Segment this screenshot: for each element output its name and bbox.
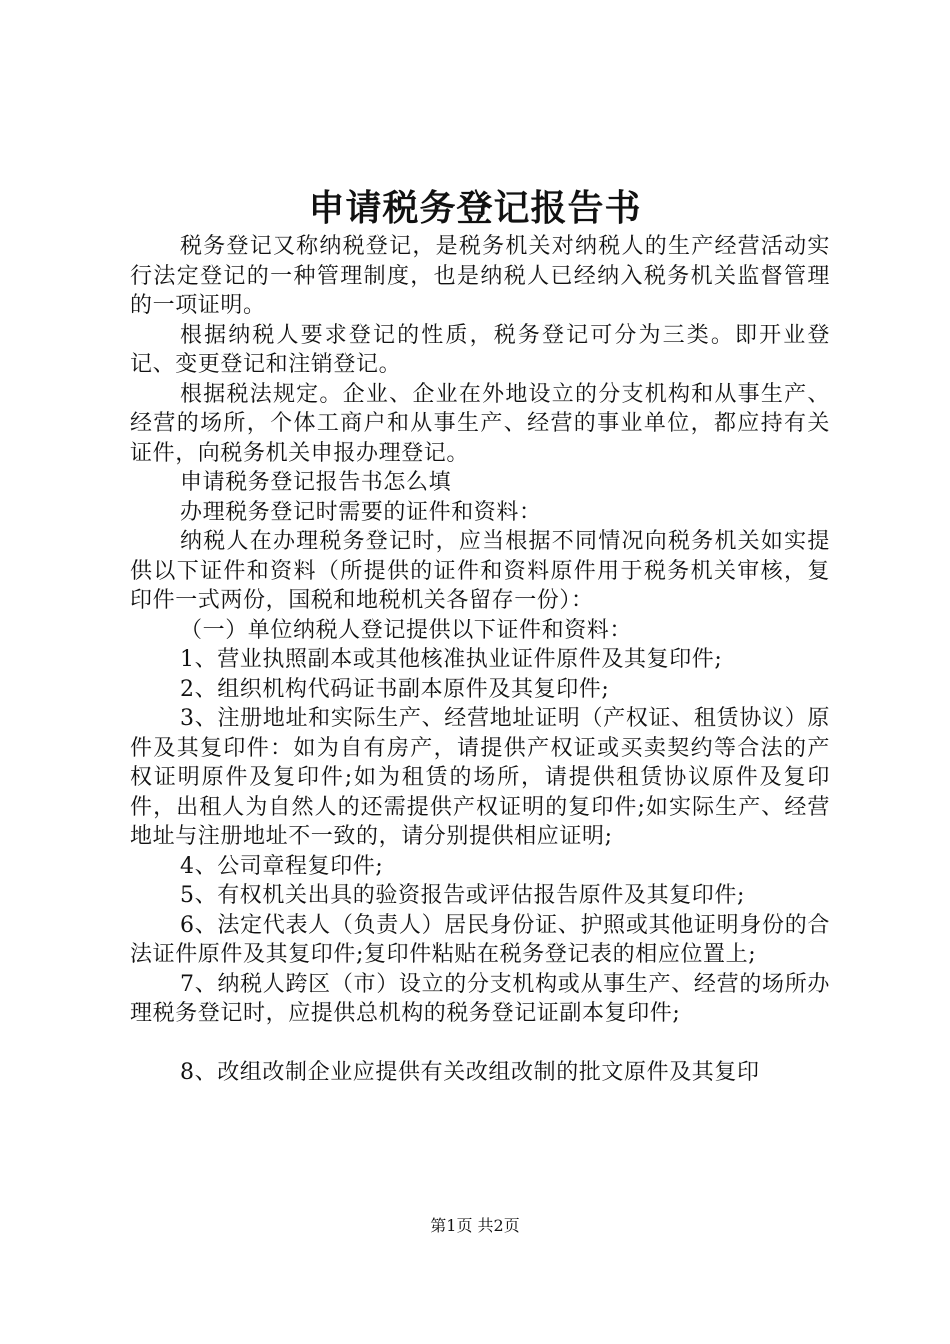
paragraph: 纳税人在办理税务登记时，应当根据不同情况向税务机关如实提供以下证件和资料（所提供的证件和资料原件用于税务机关审核，复印件一式两份，国税和地税机关各留存一份）： <box>130 529 830 613</box>
list-item: 6、法定代表人（负责人）居民身份证、护照或其他证明身份的合法证件原件及其复印件;复印件粘贴在税务登记表的相应位置上; <box>130 912 830 967</box>
document-body <box>130 232 830 1087</box>
list-item: 7、纳税人跨区（市）设立的分支机构或从事生产、经营的场所办理税务登记时，应提供总机构的税务登记证副本复印件; <box>130 971 830 1026</box>
paragraph: 根据纳税人要求登记的性质，税务登记可分为三类。即开业登记、变更登记和注销登记。 <box>130 322 830 377</box>
paragraph-subheading: 办理税务登记时需要的证件和资料： <box>180 499 542 525</box>
paragraph: 税务登记又称纳税登记，是税务机关对纳税人的生产经营活动实行法定登记的一种管理制度，也是纳税人已经纳入税务机关监督管理的一项证明。 <box>130 234 830 318</box>
page-number: 第1页 共2页 <box>430 1216 520 1235</box>
paragraph: 根据税法规定。企业、企业在外地设立的分支机构和从事生产、经营的场所，个体工商户和从事生产、经营的事业单位，都应持有关证件，向税务机关申报办理登记。 <box>130 381 830 466</box>
paragraph-heading: 申请税务登记报告书怎么填 <box>180 470 452 495</box>
list-item: 8、改组改制企业应提供有关改组改制的批文原件及其复印 <box>180 1059 760 1085</box>
document-title: 申请税务登记报告书 <box>308 188 642 229</box>
list-item: 4、公司章程复印件; <box>180 853 384 879</box>
list-item: 2、组织机构代码证书副本原件及其复印件; <box>180 676 610 702</box>
list-item: 3、注册地址和实际生产、经营地址证明（产权证、租赁协议）原件及其复印件：如为自有房产，请提供产权证或买卖契约等合法的产权证明原件及复印件;如为租赁的场所，请提供租赁协议原件及复印件，出租人为自然人的还需提供产权证明的复印件;如实际生产、经营地址与注册地址不一致的，请分别提供相应证明; <box>130 706 830 849</box>
list-item: 5、有权机关出具的验资报告或评估报告原件及其复印件; <box>180 883 746 908</box>
list-item: 1、营业执照副本或其他核准执业证件原件及其复印件; <box>180 647 723 672</box>
section-heading: （一）单位纳税人登记提供以下证件和资料： <box>180 617 633 643</box>
